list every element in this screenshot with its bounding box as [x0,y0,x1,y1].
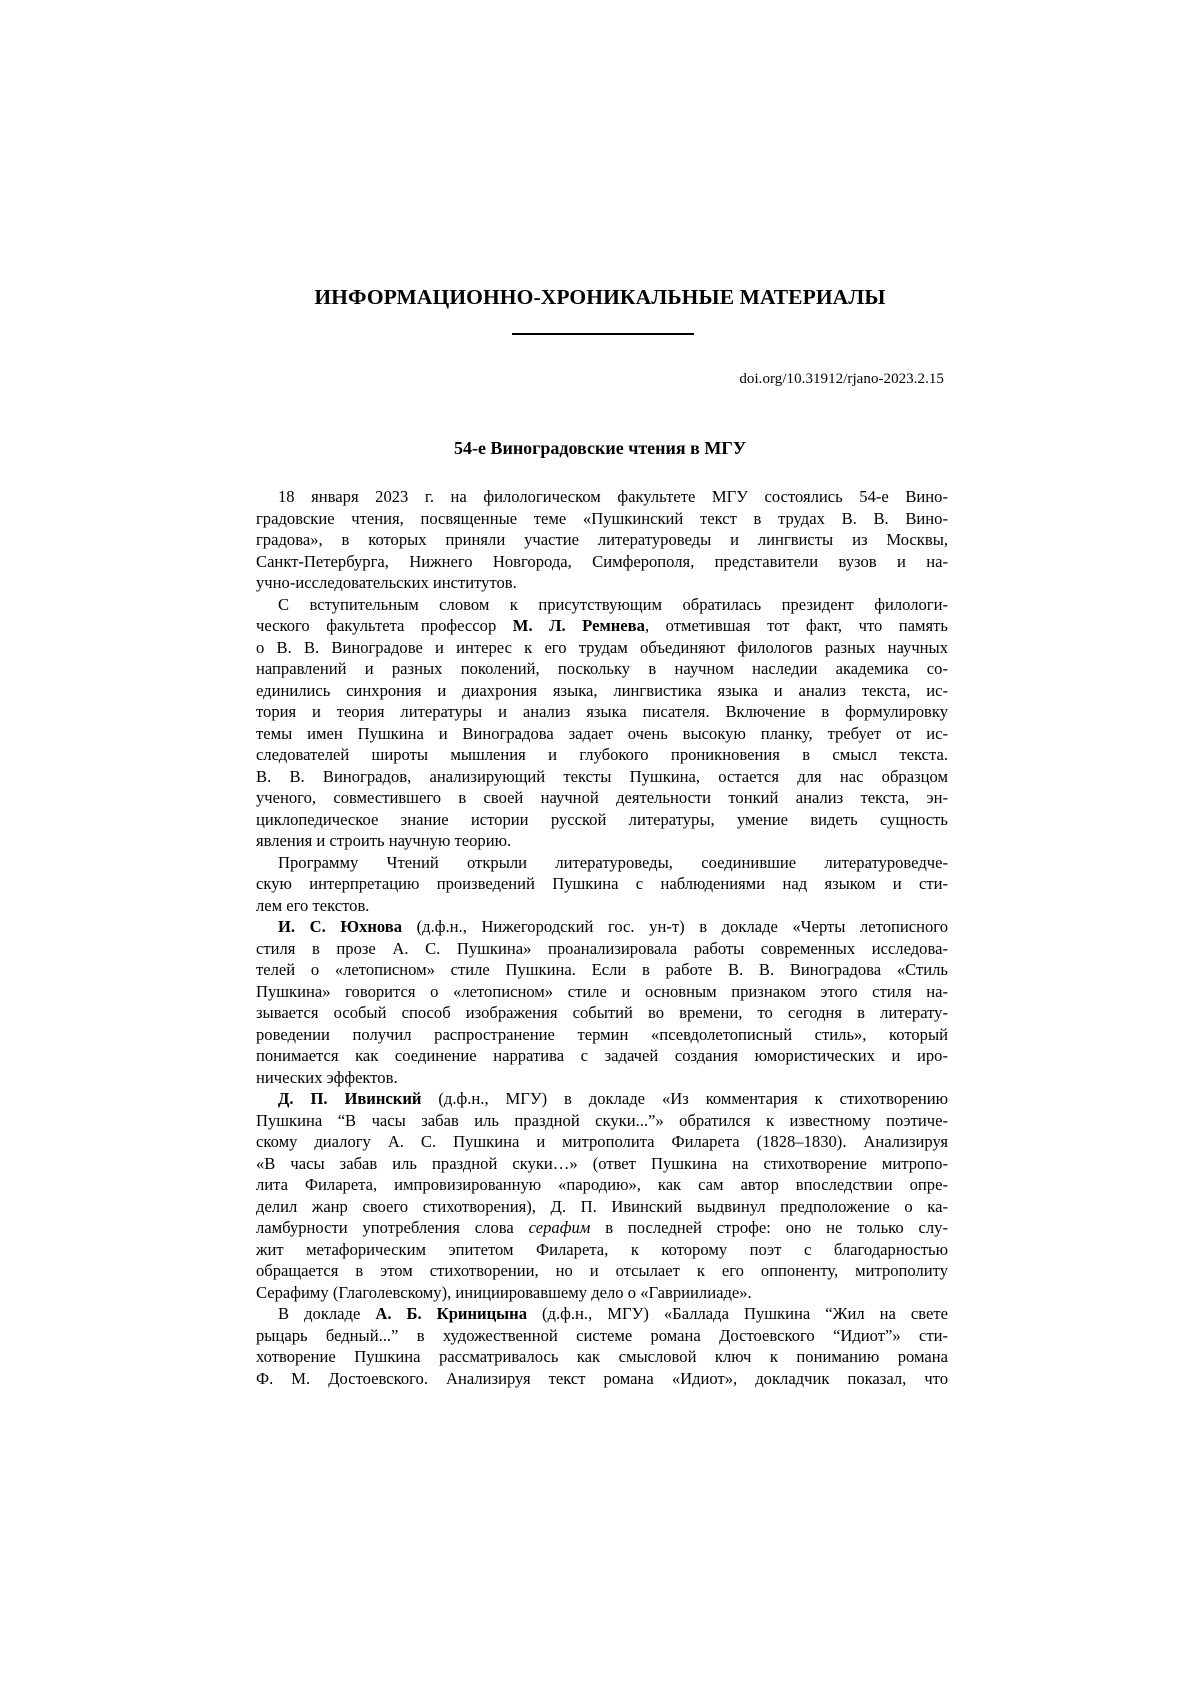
article-body [256,486,948,1389]
text-line [256,830,948,852]
emphasized-word: серафим [528,1218,591,1237]
text-run: зывается особый способ изображения событий во времени, то сегодня в литерату- [256,1003,948,1022]
text-line [256,1196,948,1218]
author-name: А. Б. Криницына [375,1304,527,1323]
text-run: (д.ф.н., Нижегородский гос. ун-т) в докладе «Черты летописного [402,917,948,936]
text-run: , отметившая тот факт, что память [644,616,949,635]
text-line [256,1174,948,1196]
text-run: «В часы забав иль праздной скуки…» (ответ Пушкина на стихотворение митропо- [256,1153,948,1173]
article-title: 54-е Виноградовские чтения в МГУ [453,438,747,458]
text-run: ламбурности употребления слова [256,1218,529,1237]
text-line [256,1239,948,1261]
text-line [256,1045,948,1067]
text-line [256,787,948,809]
text-line [256,1024,948,1046]
text-line [256,723,948,745]
doi-reference: doi.org/10.31912/rjano-2023.2.15 [739,371,944,387]
text-line [256,1260,948,1282]
text-run: телей о «летописном» стиле Пушкина. Если в работе В. В. Виноградова «Стиль [256,960,948,979]
paragraph [256,852,948,917]
text-line [256,1303,948,1325]
text-line [256,637,948,659]
text-line [256,744,948,766]
section-title: ИНФОРМАЦИОННО-ХРОНИКАЛЬНЫЕ МАТЕРИАЛЫ [314,285,886,309]
author-name: М. Л. Ремнева [512,616,645,635]
text-run: следователей широты мышления и глубокого проникновения в смысл текста. [256,745,948,764]
text-run: роведении получил распространение термин «псевдолетописный стиль», который [256,1024,948,1044]
text-line [256,1110,948,1132]
text-run: (д.ф.н., МГУ) в докладе «Из комментария к стихотворению [421,1089,948,1108]
text-line [256,658,948,680]
text-run: нических эффектов. [256,1067,398,1087]
text-run: Ф. М. Достоевского. Анализируя текст романа «Идиот», докладчик показал, что [256,1368,948,1388]
text-line [256,615,948,637]
author-name: Д. П. Ивинский [278,1089,422,1108]
text-line [256,852,948,874]
paragraph [256,916,948,1088]
text-run: градова», в которых приняли участие литературоведы и лингвисты из Москвы, [256,530,948,549]
text-line [256,916,948,938]
text-run: тория и теория литературы и анализ языка писателя. Включение в формулировку [256,702,948,721]
text-run: стиля в прозе А. С. Пушкина» проанализировала работы современных исследова- [256,938,948,958]
paragraph [256,1088,948,1303]
text-line [256,873,948,895]
title-underline-rule [512,333,694,335]
text-line [256,529,948,551]
text-run: С вступительным словом к присутствующим обратилась президент филологи- [278,594,948,614]
text-line [256,981,948,1003]
text-line [256,1131,948,1153]
text-run: единились синхрония и диахрония языка, лингвистика языка и анализ текста, ис- [256,680,948,700]
text-run: В. В. Виноградов, анализирующий тексты Пушкина, остается для нас образцом [256,766,948,786]
text-line [256,1368,948,1390]
text-line [256,1282,948,1304]
text-line [256,766,948,788]
text-run: понимается как соединение нарратива с задачей создания юмористических и иро- [256,1046,948,1065]
text-run: темы имен Пушкина и Виноградова задает очень высокую планку, требует от ис- [256,723,948,743]
text-run: скому диалогу А. С. Пушкина и митрополита Филарета (1828–1830). Анализируя [256,1132,948,1151]
text-line [256,1153,948,1175]
text-run: ческого факультета профессор [256,616,513,635]
text-run: градовские чтения, посвященные теме «Пушкинский текст в трудах В. В. Вино- [256,508,948,528]
text-line [256,1067,948,1089]
text-run: лем его текстов. [256,895,370,915]
paragraph [256,486,948,594]
text-run: скую интерпретацию произведений Пушкина с наблюдениями над языком и сти- [256,874,948,893]
text-run: (д.ф.н., МГУ) «Баллада Пушкина “Жил на свете [527,1304,949,1323]
text-line [256,809,948,831]
text-run: о В. В. Виноградове и интерес к его трудам объединяют филологов разных научных [256,637,948,657]
text-line [256,1217,948,1239]
text-run: Пушкина “В часы забав иль праздной скуки...”» обратился к известному поэтиче- [256,1110,948,1130]
text-run: жит метафорическим эпитетом Филарета, к которому поэт с благодарностью [256,1239,948,1259]
text-run: хотворение Пушкина рассматривалось как смысловой ключ к пониманию романа [256,1347,948,1366]
text-run: в последней строфе: оно не только слу- [590,1218,948,1237]
text-run: явления и строить научную теорию. [256,831,512,850]
paragraph [256,1303,948,1389]
text-run: рыцарь бедный...” в художественной системе романа Достоевского “Идиот”» сти- [256,1325,948,1345]
text-run: 18 января 2023 г. на филологическом факультете МГУ состоялись 54-е Вино- [278,487,948,506]
text-run: Пушкина» говорится о «летописном» стиле и основным признаком этого стиля на- [256,981,948,1001]
text-run: Серафиму (Глаголевскому), инициировавшему дело о «Гавриилиаде». [256,1282,752,1302]
text-line [256,594,948,616]
text-line [256,551,948,573]
text-line [256,508,948,530]
text-run: делил жанр своего стихотворения), Д. П. Ивинский выдвинул предположение о ка- [256,1196,948,1216]
text-run: Программу Чтений открыли литературоведы, соединившие литературоведче- [278,852,948,872]
paragraph [256,594,948,852]
text-line [256,959,948,981]
text-line [256,1002,948,1024]
text-line [256,701,948,723]
text-line [256,1325,948,1347]
text-line [256,486,948,508]
author-name: И. С. Юхнова [278,917,403,936]
text-run: В докладе [278,1304,376,1323]
text-line [256,1346,948,1368]
text-run: циклопедическое знание истории русской литературы, умение видеть сущность [256,809,948,829]
text-line [256,1088,948,1110]
text-run: обращается в этом стихотворении, но и отсылает к его оппоненту, митрополиту [256,1261,948,1280]
text-run: направлений и разных поколений, поскольку в научном наследии академика со- [256,659,948,678]
text-line [256,680,948,702]
text-line [256,938,948,960]
text-run: Санкт-Петербурга, Нижнего Новгорода, Симферополя, представители вузов и на- [256,551,948,571]
text-run: ученого, совместившего в своей научной деятельности тонкий анализ текста, эн- [256,788,948,807]
text-run: учно-исследовательских институтов. [256,573,517,592]
text-line [256,895,948,917]
text-run: лита Филарета, импровизированную «пародию», как сам автор впоследствии опре- [256,1175,948,1194]
text-line [256,572,948,594]
